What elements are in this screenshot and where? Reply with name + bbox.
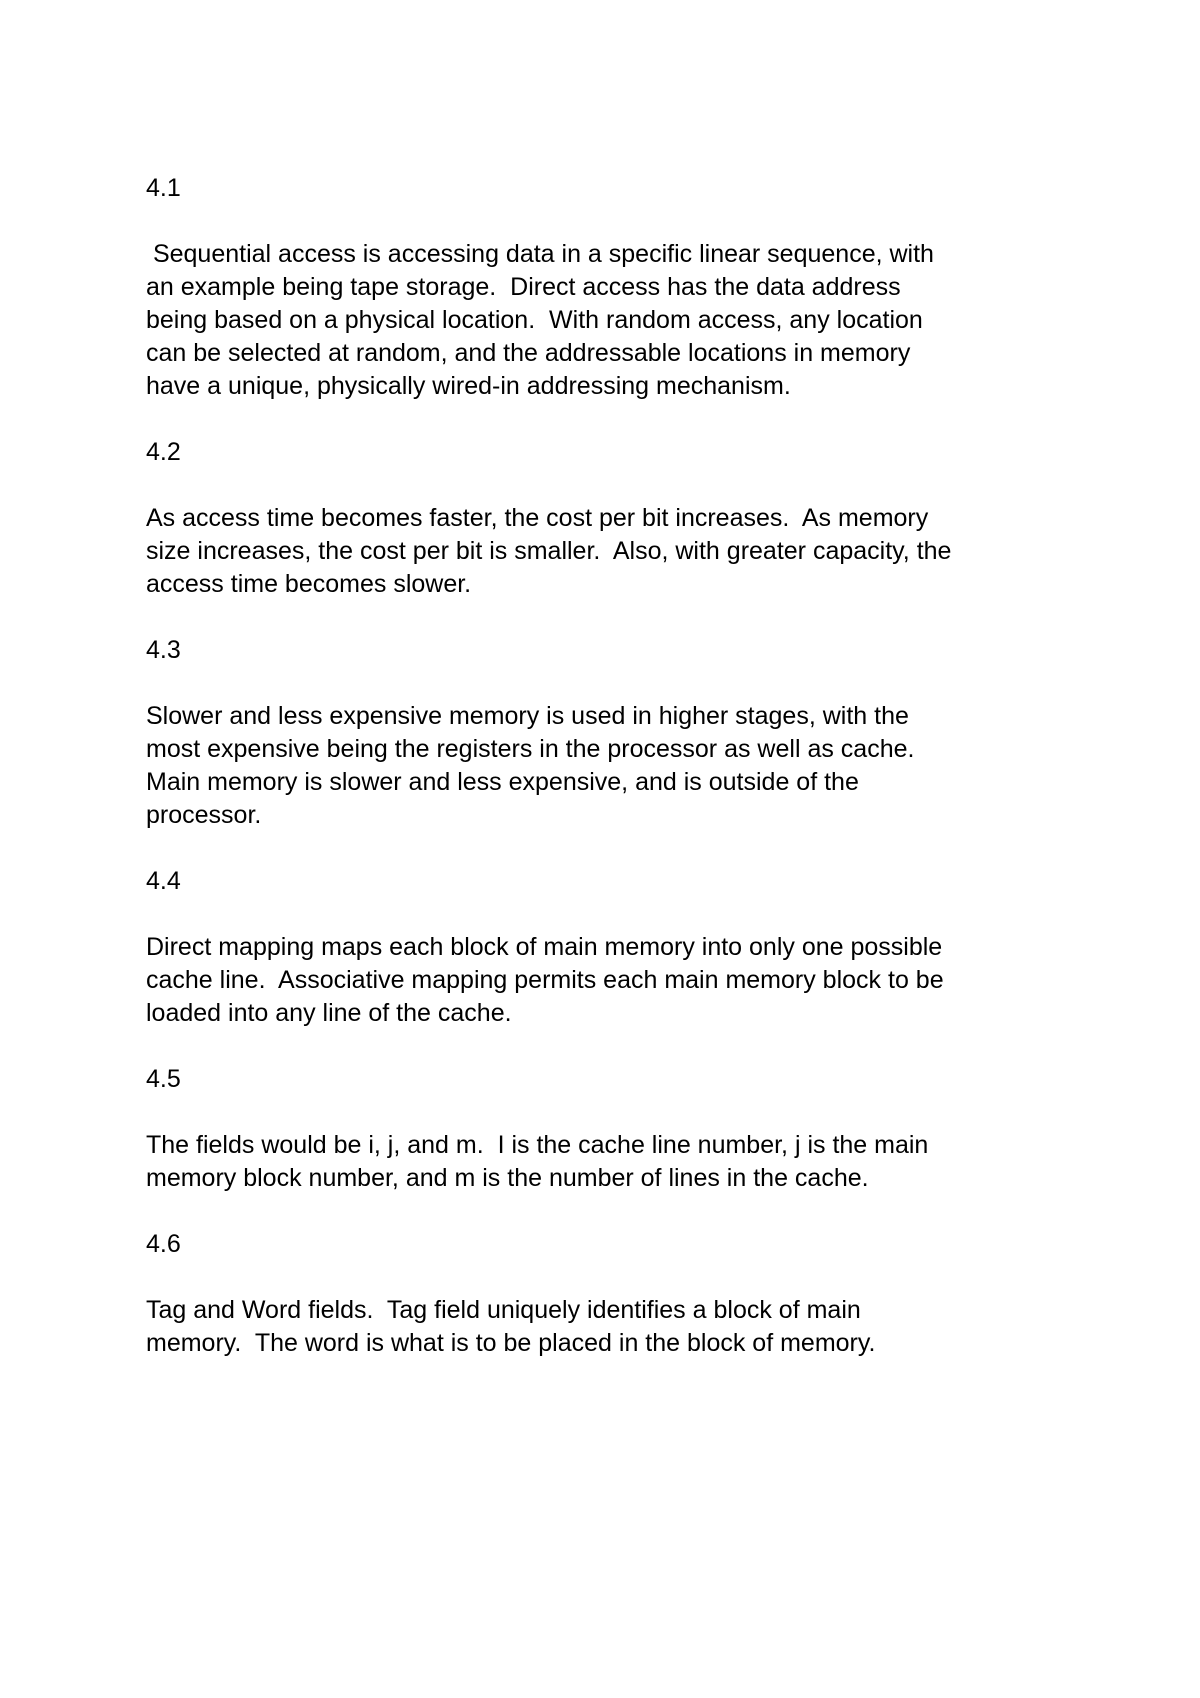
section-text: The fields would be i, j, and m. I is the cache line number, j is the main memory block number, and m is the number of lines in the cache. xyxy=(146,1131,929,1192)
section-number: 4.4 xyxy=(146,867,181,895)
section-4-3 xyxy=(146,634,1086,832)
section-text: Sequential access is accessing data in a specific linear sequence, with an example being tape storage. Direct access has the data address being based on a physical location. With random access, any location can be selected at random, and the addressable locations in memory have a unique, physically wired-in addressing mechanism. xyxy=(146,240,934,400)
section-4-5 xyxy=(146,1063,1086,1195)
section-4-2 xyxy=(146,436,1086,601)
section-number: 4.5 xyxy=(146,1065,181,1093)
section-4-6 xyxy=(146,1228,1086,1360)
section-number: 4.2 xyxy=(146,438,181,466)
section-number: 4.6 xyxy=(146,1230,181,1258)
section-text: Direct mapping maps each block of main memory into only one possible cache line. Associative mapping permits each main memory block to be loaded into any line of the cache. xyxy=(146,933,944,1027)
section-number: 4.3 xyxy=(146,636,181,664)
section-4-1 xyxy=(146,172,1086,403)
section-text: Tag and Word fields. Tag field uniquely identifies a block of main memory. The word is what is to be placed in the block of memory. xyxy=(146,1296,876,1357)
section-4-4 xyxy=(146,865,1086,1030)
section-number: 4.1 xyxy=(146,174,181,202)
document-body xyxy=(146,172,1086,1393)
section-text: As access time becomes faster, the cost per bit increases. As memory size increases, the cost per bit is smaller. Also, with greater capacity, the access time becomes slower. xyxy=(146,504,952,598)
section-text: Slower and less expensive memory is used in higher stages, with the most expensive being the registers in the processor as well as cache. Main memory is slower and less expensive, and is outside of the processor. xyxy=(146,702,915,829)
